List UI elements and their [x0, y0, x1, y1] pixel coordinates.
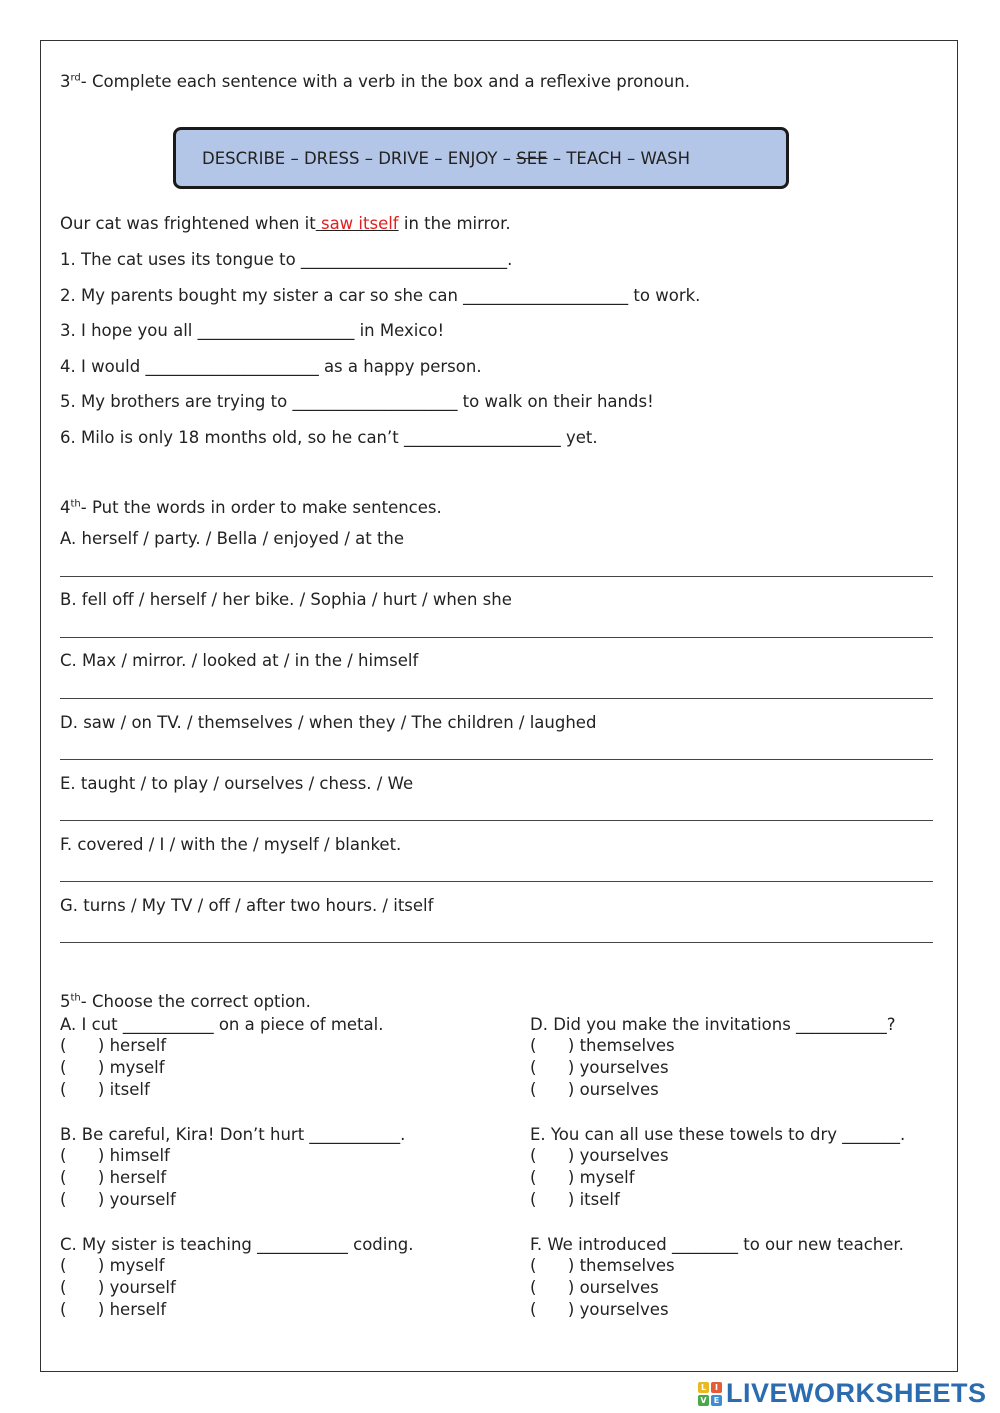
s4-item-d: D. saw / on TV. / themselves / when they / The children / laughed [60, 713, 597, 732]
s3-item-2: 2. My parents bought my sister a car so she can ____________________ to work. [60, 286, 701, 305]
verb-box [173, 127, 789, 189]
s5-f-option-2[interactable]: ( ) ourselves [530, 1278, 659, 1297]
example-answer: saw itself [315, 214, 399, 233]
answer-line-c[interactable] [60, 698, 933, 699]
s3-item-4: 4. I would _____________________ as a happy person. [60, 357, 482, 376]
section5-heading: 5th- Choose the correct option. [60, 992, 311, 1011]
s5-a-option-3[interactable]: ( ) itself [60, 1080, 150, 1099]
s4-item-c: C. Max / mirror. / looked at / in the / himself [60, 651, 419, 670]
answer-line-d[interactable] [60, 759, 933, 760]
s5-c-option-3[interactable]: ( ) herself [60, 1300, 167, 1319]
answer-line-e[interactable] [60, 820, 933, 821]
example-sentence: Our cat was frightened when it saw itself in the mirror. [60, 214, 511, 233]
s4-item-g: G. turns / My TV / off / after two hours. / itself [60, 896, 434, 915]
s5-question-b: B. Be careful, Kira! Don’t hurt ___________. [60, 1125, 406, 1144]
section4-heading: 4th- Put the words in order to make sentences. [60, 498, 442, 517]
s3-item-6: 6. Milo is only 18 months old, so he can’t ___________________ yet. [60, 428, 598, 447]
s3-item-1: 1. The cat uses its tongue to _________________________. [60, 250, 513, 269]
logo-text: LIVEWORKSHEETS [726, 1378, 987, 1408]
answer-line-a[interactable] [60, 576, 933, 577]
s5-b-option-2[interactable]: ( ) herself [60, 1168, 167, 1187]
s3-item-3: 3. I hope you all ___________________ in Mexico! [60, 321, 445, 340]
s5-d-option-2[interactable]: ( ) yourselves [530, 1058, 669, 1077]
s4-item-e: E. taught / to play / ourselves / chess. / We [60, 774, 414, 793]
s5-question-a: A. I cut ___________ on a piece of metal. [60, 1015, 384, 1034]
s5-c-option-2[interactable]: ( ) yourself [60, 1278, 176, 1297]
verb-struck: SEE [516, 148, 548, 168]
s5-e-option-1[interactable]: ( ) yourselves [530, 1146, 669, 1165]
s3-item-5: 5. My brothers are trying to ____________________ to walk on their hands! [60, 392, 654, 411]
s5-b-option-3[interactable]: ( ) yourself [60, 1190, 176, 1209]
s4-item-f: F. covered / I / with the / myself / blanket. [60, 835, 402, 854]
s5-c-option-1[interactable]: ( ) myself [60, 1256, 165, 1275]
liveworksheets-logo [698, 1378, 987, 1409]
s5-b-option-1[interactable]: ( ) himself [60, 1146, 170, 1165]
worksheet-frame [40, 40, 958, 1372]
s5-question-e: E. You can all use these towels to dry _______. [530, 1125, 906, 1144]
s5-question-d: D. Did you make the invitations ___________? [530, 1015, 896, 1034]
s5-f-option-3[interactable]: ( ) yourselves [530, 1300, 669, 1319]
s4-item-b: B. fell off / herself / her bike. / Sophia / hurt / when she [60, 590, 512, 609]
answer-line-f[interactable] [60, 881, 933, 882]
s5-e-option-3[interactable]: ( ) itself [530, 1190, 620, 1209]
s5-d-option-3[interactable]: ( ) ourselves [530, 1080, 659, 1099]
s5-question-c: C. My sister is teaching ___________ coding. [60, 1235, 414, 1254]
s5-a-option-2[interactable]: ( ) myself [60, 1058, 165, 1077]
answer-line-b[interactable] [60, 637, 933, 638]
s5-a-option-1[interactable]: ( ) herself [60, 1036, 167, 1055]
answer-line-g[interactable] [60, 942, 933, 943]
verb-list-start: DESCRIBE – DRESS – DRIVE – ENJOY – [202, 148, 517, 168]
section3-heading: 3rd- Complete each sentence with a verb in the box and a reflexive pronoun. [60, 72, 690, 91]
logo-blocks-icon: L I V E [698, 1382, 722, 1406]
s5-e-option-2[interactable]: ( ) myself [530, 1168, 635, 1187]
s5-f-option-1[interactable]: ( ) themselves [530, 1256, 675, 1275]
s5-question-f: F. We introduced ________ to our new teacher. [530, 1235, 904, 1254]
s4-item-a: A. herself / party. / Bella / enjoyed / at the [60, 529, 405, 548]
verb-list-end: – TEACH – WASH [547, 148, 691, 168]
s5-d-option-1[interactable]: ( ) themselves [530, 1036, 675, 1055]
